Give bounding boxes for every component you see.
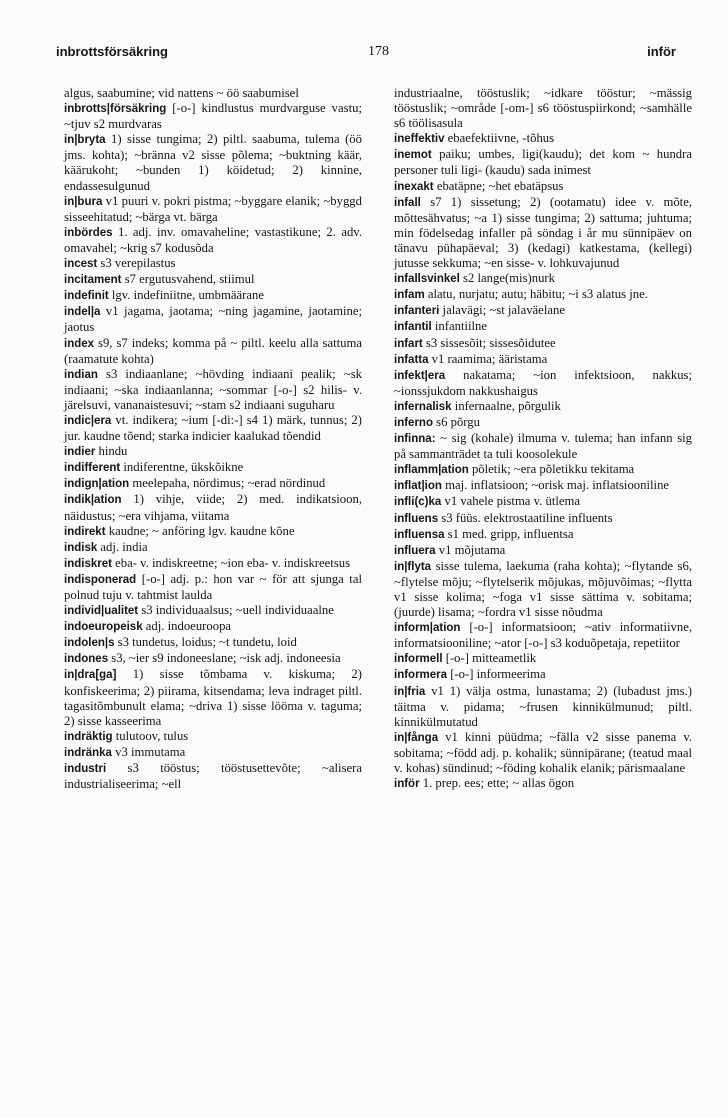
entry-headword: ineffektiv	[394, 133, 445, 146]
entry-definition: s3, ~ier s9 indoneeslane; ~isk adj. indoneesia	[111, 651, 341, 666]
entry-definition: infantiilne	[434, 319, 488, 334]
entry-definition: v1 raamima; ääristama	[431, 351, 548, 366]
entry-definition: s3 sissesõit; sissesõidutee	[425, 335, 556, 350]
entry-headword: indier	[64, 446, 96, 459]
entry-definition: [-o-] adj. p.: hon var ~ för att sjunga tal polnud tuju v. tahtmist laulda	[64, 571, 362, 602]
entry-headword: infam	[394, 289, 425, 302]
dictionary-entry	[64, 272, 362, 288]
dictionary-entry	[64, 619, 362, 635]
dictionary-entry	[394, 559, 692, 620]
entry-headword: infantil	[394, 321, 432, 334]
entry-definition: s7 ergutusvahend, stiimul	[124, 272, 255, 287]
entry-headword: infall	[394, 196, 421, 209]
dictionary-entry	[394, 86, 692, 131]
entry-definition: lgv. indefiniitne, umbmäärane	[111, 288, 264, 303]
entry-definition: s2 lange(mis)nurk	[463, 271, 555, 286]
entry-definition: industriaalne, tööstuslik; ~idkare tööstur; ~mässig tööstuslik; ~område [-om-] s6 tööstuspiirkond; ~samhälle s6 töölisasula	[394, 86, 692, 131]
right-column	[394, 86, 692, 792]
entry-headword: inform|ation	[394, 622, 461, 635]
dictionary-entry	[64, 367, 362, 413]
dictionary-entry	[64, 476, 362, 492]
entry-definition: v3 immutama	[115, 744, 186, 759]
dictionary-entry	[394, 131, 692, 147]
dictionary-entry	[64, 667, 362, 728]
entry-headword: indones	[64, 653, 109, 666]
entry-headword: in|fria	[394, 685, 426, 698]
dictionary-entry	[394, 620, 692, 651]
entry-definition: v1 jagama, jaotama; ~ning jagamine, jaotamine; jaotus	[64, 304, 362, 335]
entry-headword: indefinit	[64, 290, 109, 303]
dictionary-entry	[394, 494, 692, 510]
dictionary-entry	[64, 304, 362, 335]
entry-definition: s1 med. gripp, influentsa	[447, 526, 574, 541]
entry-definition: jalavägi; ~st jalaväelane	[442, 303, 565, 318]
entry-headword: indian	[64, 368, 98, 381]
entry-headword: infart	[394, 337, 423, 350]
entry-headword: inemot	[394, 149, 432, 162]
entry-definition: s3 indiaanlane; ~hövding indiaani pealik; ~sk indiaani; ~ska indiaanlanna; ~sommar [-o-] s2 hilis- v. järelsuvi, vananaistesuvi; ~stam s2 indiaani suguharu	[64, 366, 362, 412]
entry-headword: indel|a	[64, 306, 101, 319]
entry-headword: indic|era	[64, 414, 112, 427]
entry-definition: s7 1) sissetung; 2) (ootamatu) idee v. mõte, mõttesähvatus; ~a 1) sisse tungima; 2) sattuma; juhtuma; min födelsedag infaller på söndag i år mu sünnipäev on tänavu pühapäeval; 3) (kedagi) katkestama, (kellegi) jutusse sekkuma; ~en sisse- v. lohkuvajunud	[394, 194, 693, 271]
entry-headword: influens	[394, 512, 439, 525]
dictionary-entry	[394, 368, 692, 399]
entry-definition: v1 1) välja ostma, lunastama; 2) (lubadust jms.) täitma v. pidama; ~frusen kinnikülmunud; piltl. kinnikülmutatud	[394, 683, 693, 729]
entry-definition: 1) vihje, viide; 2) med. indikatsioon, näidustus; ~era vihjama, viitama	[64, 492, 362, 523]
dictionary-entry	[64, 101, 362, 132]
page-number: 178	[368, 44, 389, 59]
dictionary-entry	[394, 399, 692, 415]
entry-definition: 1) sisse tõmbama v. kiskuma; 2) konfiskeerima; 2) piirama, kitsendama; leva indraget piltl. tagasitõmbunult elama; ~driva 1) sisse lööma v. taguma; 2) sisse kasseerima	[64, 667, 362, 728]
entry-definition: maj. inflatsioon; ~orisk maj. inflatsiooniline	[445, 478, 670, 493]
dictionary-entry	[64, 256, 362, 272]
dictionary-entry	[394, 511, 692, 527]
entry-definition: v1 vahele pistma v. ütlema	[444, 494, 580, 509]
entry-headword: index	[64, 337, 95, 350]
entry-definition: algus, saabumine; vid nattens ~ öö saabumisel	[64, 86, 299, 100]
entry-definition: sisse tulema, laekuma (raha kohta); ~flytande s6, ~flytelse mõju; ~flytelserik mõjukas, mõjuvõimas; ~flytta v1 sisse kolima; ~foga v1 sisse sättima v. sobitama; (juurde) lisama; ~fordra v1 sisse nõudma	[394, 558, 692, 620]
dictionary-entry	[394, 730, 692, 776]
entry-definition: v1 puuri v. pokri pistma; ~byggare elanik; ~byggd sisseehitatud; ~bärga vt. bärga	[64, 193, 362, 224]
entry-headword: incest	[64, 258, 98, 271]
entry-headword: indifferent	[64, 462, 121, 475]
entry-definition: s3 füüs. elektrostaatiline influents	[441, 510, 613, 525]
entry-headword: infernalisk	[394, 400, 452, 413]
dictionary-entry	[64, 572, 362, 603]
entry-definition: kaudne; ~ anföring lgv. kaudne kõne	[108, 523, 295, 538]
entry-headword: indisk	[64, 541, 98, 554]
entry-definition: ebaefektiivne, -tõhus	[447, 131, 555, 146]
dictionary-entry	[64, 492, 362, 523]
entry-definition: 1) sisse tungima; 2) piltl. saabuma, tulema (öö jms. kohta); ~bränna v2 sisse põlema; ~buktning käär, käärukoht; ~bunden 1) köidetud; 2) kinnine, endassesulgunud	[64, 132, 362, 193]
entry-headword: indolen|s	[64, 637, 115, 650]
dictionary-entry	[394, 415, 692, 431]
entry-headword: inbrotts|försäkring	[64, 103, 167, 116]
entry-headword: infli(c)ka	[394, 496, 442, 509]
dictionary-entry	[64, 651, 362, 667]
entry-definition: s6 põrgu	[436, 414, 480, 429]
entry-definition: põletik; ~era põletikku tekitama	[471, 462, 635, 477]
dictionary-entry	[64, 132, 362, 193]
dictionary-entry	[64, 556, 362, 572]
entry-definition: paiku; umbes, ligi(kaudu); det kom ~ hundra personer tuli ligi- (kaudu) sada inimest	[394, 147, 693, 178]
entry-headword: infanteri	[394, 305, 440, 318]
page-header	[56, 44, 676, 66]
left-column	[64, 86, 362, 792]
entry-headword: informera	[394, 669, 448, 682]
dictionary-entry	[64, 524, 362, 540]
dictionary-entry	[394, 303, 692, 319]
dictionary-entry	[394, 195, 692, 271]
dictionary-entry	[394, 543, 692, 559]
dictionary-entry	[394, 336, 692, 352]
entry-definition: s3 tundetus, loidus; ~t tundetu, loid	[117, 635, 297, 650]
entry-headword: in|flyta	[394, 560, 432, 573]
entry-headword: infinna:	[394, 433, 436, 446]
entry-definition: meelepaha, nördimus; ~erad nördinud	[132, 476, 326, 491]
entry-headword: indisponerad	[64, 573, 137, 586]
entry-definition: adj. indoeuroopa	[145, 619, 232, 634]
entry-headword: indik|ation	[64, 494, 122, 507]
entry-headword: informell	[394, 653, 443, 666]
entry-definition: infernaalne, põrgulik	[454, 398, 561, 413]
dictionary-entry	[64, 603, 362, 619]
dictionary-entry	[394, 147, 692, 178]
entry-headword: inför	[394, 778, 420, 791]
entry-definition: alatu, nurjatu; autu; häbitu; ~i s3 alatus jne.	[427, 287, 648, 302]
entry-definition: ~ sig (kohale) ilmuma v. tulema; han infann sig på sammanträdet ta tuli koosolekule	[394, 431, 692, 462]
entry-definition: s9, s7 indeks; komma på ~ piltl. keelu alla sattuma (raamatute kohta)	[64, 335, 362, 366]
entry-headword: influera	[394, 544, 436, 557]
entry-definition: s3 individuaalsus; ~uell individuaalne	[141, 603, 334, 618]
dictionary-entry	[394, 776, 692, 792]
entry-headword: indiskret	[64, 557, 112, 570]
entry-headword: in|dra[ga]	[64, 669, 117, 682]
entry-definition: 1. adj. inv. omavaheline; vastastikune; 2. adv. omavahel; ~krig s7 kodusõda	[64, 224, 362, 255]
dictionary-entry	[64, 761, 362, 792]
entry-definition: [-o-] informatsioon; ~ativ informatiivne, informatsiooniline; ~ator [-o-] s3 koduõpetaja, repetiitor	[394, 620, 693, 651]
entry-definition: s3 verepilastus	[100, 256, 176, 271]
entry-headword: influensa	[394, 528, 445, 541]
entry-headword: infallsvinkel	[394, 273, 460, 286]
entry-definition: v1 mõjutama	[438, 542, 506, 557]
dictionary-entry	[394, 462, 692, 478]
dictionary-entry	[64, 288, 362, 304]
entry-definition: hindu	[98, 444, 128, 459]
dictionary-entry	[64, 413, 362, 444]
entry-headword: individ|ualitet	[64, 605, 139, 618]
dictionary-entry	[64, 635, 362, 651]
dictionary-entry	[64, 86, 362, 101]
entry-headword: incitament	[64, 274, 122, 287]
dictionary-entry	[64, 194, 362, 225]
dictionary-entry	[394, 352, 692, 368]
dictionary-entry	[64, 745, 362, 761]
entry-definition: adj. india	[100, 539, 148, 554]
dictionary-entry	[64, 225, 362, 256]
dictionary-entry	[394, 478, 692, 494]
entry-definition: ebatäpne; ~het ebatäpsus	[436, 178, 564, 193]
dictionary-entry	[394, 651, 692, 667]
dictionary-entry	[64, 336, 362, 367]
dictionary-entry	[394, 179, 692, 195]
entry-headword: indign|ation	[64, 478, 130, 491]
entry-definition: [-o-] informeerima	[450, 667, 546, 682]
header-right-word: inför	[647, 44, 676, 59]
dictionary-entry	[394, 271, 692, 287]
entry-headword: indräktig	[64, 730, 113, 743]
entry-definition: nakatama; ~ion infektsioon, nakkus; ~ionssjukdom nakkushaigus	[394, 367, 693, 398]
entry-definition: [-o-] mitteametlik	[445, 651, 537, 666]
entry-definition: indiferentne, ükskõikne	[123, 460, 244, 475]
dictionary-entry	[394, 319, 692, 335]
entry-headword: in|bura	[64, 195, 103, 208]
entry-headword: inflamm|ation	[394, 464, 469, 477]
dictionary-entry	[394, 287, 692, 303]
entry-headword: indränka	[64, 746, 112, 759]
header-left-word: inbrottsförsäkring	[56, 44, 168, 59]
dictionary-entry	[394, 667, 692, 683]
entry-headword: infekt|era	[394, 369, 446, 382]
dictionary-entry	[64, 444, 362, 460]
entry-headword: inbördes	[64, 226, 113, 239]
entry-headword: indirekt	[64, 525, 106, 538]
dictionary-entry	[64, 729, 362, 745]
entry-headword: in|bryta	[64, 134, 106, 147]
entry-definition: [-o-] kindlustus murdvarguse vastu; ~tjuv s2 murdvaras	[64, 101, 362, 132]
entry-headword: inferno	[394, 416, 433, 429]
entry-definition: 1. prep. ees; ette; ~ allas ögon	[422, 776, 575, 791]
entry-definition: s3 tööstus; tööstusettevõte; ~alisera industrialiseerima; ~ell	[64, 761, 363, 792]
entry-headword: indoeuropeisk	[64, 621, 143, 634]
entry-definition: tulutoov, tulus	[115, 728, 189, 743]
dictionary-entry	[394, 527, 692, 543]
entry-definition: vt. indikera; ~ium [-di:-] s4 1) märk, tunnus; 2) jur. kaudne tõend; starka indicier kaalukad tõendid	[64, 412, 362, 444]
entry-headword: inexakt	[394, 180, 434, 193]
dictionary-entry	[394, 431, 692, 462]
dictionary-entry	[64, 540, 362, 556]
entry-headword: infatta	[394, 353, 429, 366]
entry-headword: in|fånga	[394, 731, 439, 744]
entry-headword: inflat|ion	[394, 480, 442, 493]
dictionary-entry	[394, 684, 692, 730]
dictionary-entry	[64, 460, 362, 476]
entry-definition: eba- v. indiskreetne; ~ion eba- v. indiskreetsus	[115, 555, 351, 570]
entry-headword: industri	[64, 763, 107, 776]
entry-definition: v1 kinni püüdma; ~fälla v2 sisse panema v. sobitama; ~född adj. p. kohalik; sünnipärane; (teatud maal v. kohas) sündinud; ~föding kohalik elanik; pärismaalane	[394, 729, 693, 776]
